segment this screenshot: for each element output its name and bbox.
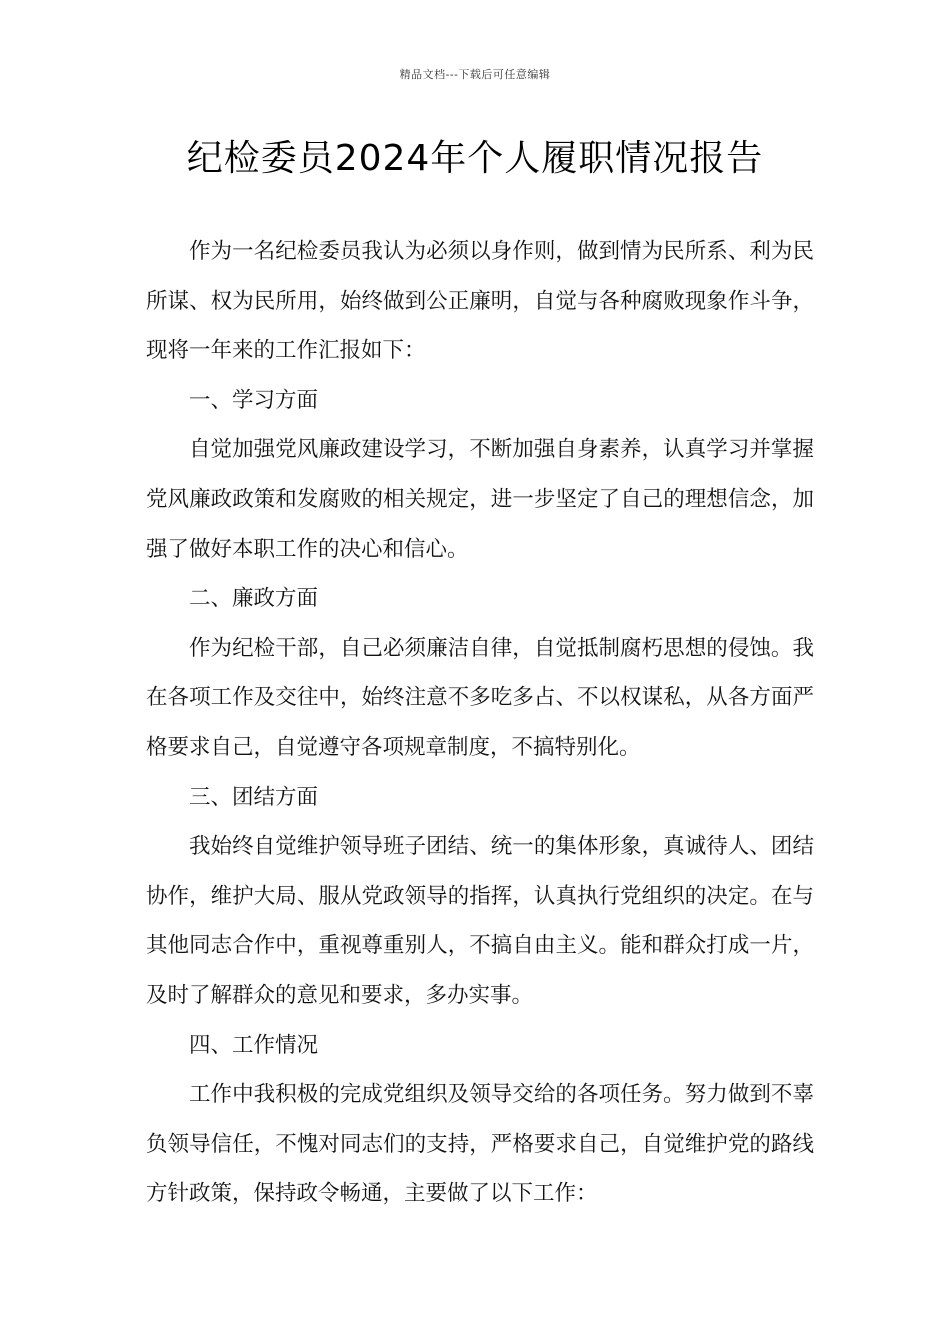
work-paragraph: 工作中我积极的完成党组织及领导交给的各项任务。努力做到不辜负领导信任，不愧对同志们的支持，严格要求自己，自觉维护党的路线方针政策，保持政令畅通，主要做了以下工作： <box>146 1082 814 1207</box>
section-heading-unity: 三、团结方面 <box>189 784 319 810</box>
integrity-paragraph: 作为纪检干部，自己必须廉洁自律，自觉抵制腐朽思想的侵蚀。我在各项工作及交往中，始终注意不多吃多占、不以权谋私，从各方面严格要求自己，自觉遵守各项规章制度，不搞特别化。 <box>146 635 814 760</box>
intro-paragraph: 作为一名纪检委员我认为必须以身作则，做到情为民所系、利为民所谋、权为民所用，始终做到公正廉明，自觉与各种腐败现象作斗争，现将一年来的工作汇报如下： <box>146 239 814 364</box>
study-paragraph: 自觉加强党风廉政建设学习，不断加强自身素养，认真学习并掌握党风廉政政策和发腐败的相关规定，进一步坚定了自己的理想信念，加强了做好本职工作的决心和信心。 <box>146 437 814 562</box>
section-heading-integrity: 二、廉政方面 <box>189 586 319 612</box>
unity-paragraph: 我始终自觉维护领导班子团结、统一的集体形象，真诚待人、团结协作，维护大局、服从党政领导的指挥，认真执行党组织的决定。在与其他同志合作中，重视尊重别人，不搞自由主义。能和群众打成一片，及时了解群众的意见和要求，多办实事。 <box>146 834 814 1008</box>
document-body <box>146 227 814 1219</box>
section-heading-work: 四、工作情况 <box>189 1032 319 1058</box>
document-title: 纪检委员2024年个人履职情况报告 <box>186 138 764 179</box>
section-heading-study: 一、学习方面 <box>189 387 319 413</box>
page-header-watermark: 精品文档---下载后可任意编辑 <box>399 68 551 81</box>
